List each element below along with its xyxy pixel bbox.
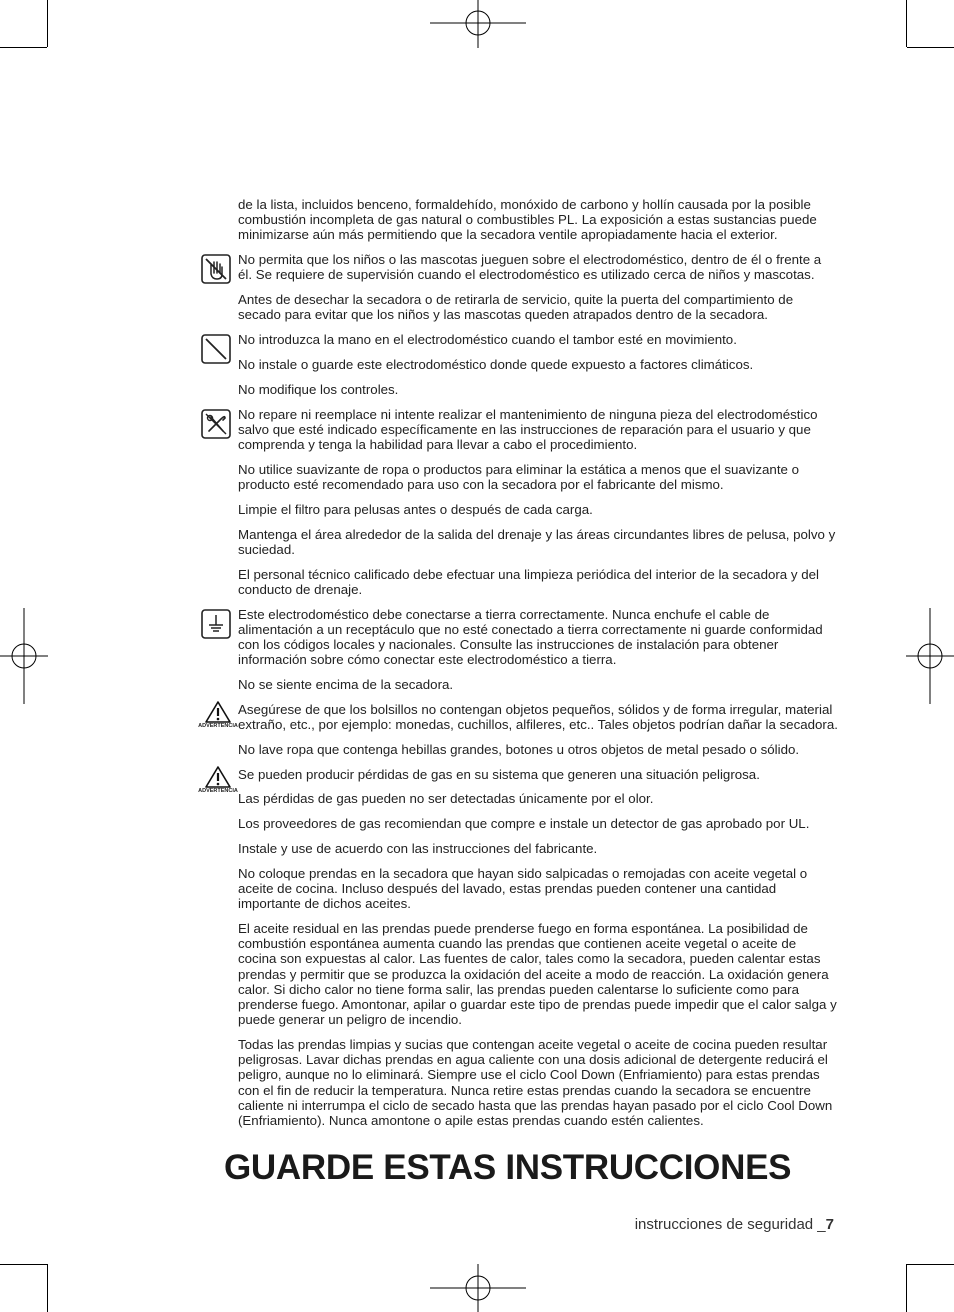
warning-label: ADVERTENCIA <box>198 722 238 729</box>
registration-mark-top <box>430 0 526 48</box>
paragraph-text: El personal técnico calificado debe efectuar una limpieza periódica del interior de la secadora y del conducto de drenaje. <box>238 566 819 597</box>
paragraph <box>238 677 838 692</box>
paragraph <box>238 332 838 347</box>
warning-icon <box>198 766 238 800</box>
paragraph <box>238 607 838 668</box>
paragraph <box>238 502 838 517</box>
paragraph <box>238 791 838 806</box>
no-disassembly-icon <box>201 409 231 439</box>
paragraph-text: Mantenga el área alrededor de la salida del drenaje y las áreas circundantes libres de pelusa, polvo y suciedad. <box>238 526 836 557</box>
paragraph <box>238 292 838 322</box>
paragraph-text: No coloque prendas en la secadora que hayan sido salpicadas o remojadas con aceite vegetal o aceite de cocina. Incluso después del lavado, estas prendas pueden contener una cantidad importante de dichos aceites. <box>238 865 808 912</box>
paragraph-text: No modifique los controles. <box>238 381 399 397</box>
paragraph-text: Las pérdidas de gas pueden no ser detectadas únicamente por el olor. <box>238 791 654 807</box>
no-touch-hand-icon <box>201 254 231 284</box>
paragraph <box>198 701 838 732</box>
prohibited-icon <box>201 334 231 364</box>
paragraph <box>238 357 838 372</box>
paragraph-text: No permita que los niños o las mascotas jueguen sobre el electrodoméstico, dentro de él o frente a él. Se requiere de supervisión cuando el electrodoméstico es utilizado cerca de niños y mascotas. <box>238 252 822 283</box>
registration-mark-right <box>906 608 954 704</box>
ground-icon <box>201 609 231 639</box>
page-footer <box>635 1216 834 1233</box>
paragraph <box>238 197 838 243</box>
paragraph-text: Limpie el filtro para pelusas antes o después de cada carga. <box>238 501 593 517</box>
paragraph <box>238 1037 838 1128</box>
paragraph-text: No repare ni reemplace ni intente realizar el mantenimiento de ninguna pieza del electrodoméstico salvo que esté indicado específicamente en las instrucciones de reparación para el usuario y que comprenda y tenga la habilidad para llevar a cabo el procedimiento. <box>238 406 818 452</box>
paragraph <box>238 921 838 1027</box>
paragraph <box>238 816 838 831</box>
paragraph-text: Se pueden producir pérdidas de gas en su sistema que generen una situación peligrosa. <box>238 766 760 782</box>
body-text <box>198 197 838 1138</box>
paragraph-text: Antes de desechar la secadora o de retirarla de servicio, quite la puerta del compartimiento de secado para evitar que los niños y las mascotas queden atrapados dentro de la secadora. <box>238 292 794 323</box>
crop-mark <box>47 0 48 47</box>
paragraph-text: No lave ropa que contenga hebillas grandes, botones u otros objetos de metal pesado o sólido. <box>238 741 800 757</box>
crop-mark <box>906 1264 907 1312</box>
registration-mark-left <box>0 608 48 704</box>
paragraph <box>238 567 838 597</box>
crop-mark <box>906 0 907 47</box>
paragraph <box>238 407 838 453</box>
paragraph <box>238 742 838 757</box>
paragraph-text: El aceite residual en las prendas puede prenderse fuego en forma espontánea. La posibilidad de combustión espontánea aumenta cuando las prendas que contienen aceite vegetal o aceite de cocina son expuestas al calor. Las fuentes de calor, tales como la secadora, pueden calentar estas prendas y permitir que se produzca la oxidación del aceite a modo de reacción. La oxidación genera calor. Si dicho calor no tiene forma salir, las prendas pueden calentarse lo suficiente como para prenderse fuego. Amontonar, apilar o guardar este tipo de prendas puede impedir que el calor salga y puede generar un peligro de incendio. <box>238 920 837 1028</box>
warning-label: ADVERTENCIA <box>198 787 238 794</box>
page-heading: GUARDE ESTAS INSTRUCCIONES <box>224 1148 792 1187</box>
paragraph-text: Todas las prendas limpias y sucias que contengan aceite vegetal o aceite de cocina pueden resultar peligrosas. Lavar dichas prendas en agua caliente con una dosis adicional de detergente reducirá el peligro, aunque no lo eliminará. Siempre use el ciclo Cool Down (Enfriamiento) para estas prendas con el fin de reducir la temperatura. Nunca retire estas prendas cuando la secadora se encuentre caliente ni interrumpa el ciclo de secado hasta que las prendas hayan pasado por el ciclo Cool Down (Enfriamiento). Nunca amontone o apile estas prendas cuando estén calientes. <box>238 1037 833 1129</box>
page-number: 7 <box>825 1216 834 1233</box>
paragraph <box>198 766 838 794</box>
paragraph <box>238 462 838 492</box>
crop-mark <box>0 47 47 48</box>
paragraph-text: No instale o guarde este electrodoméstico donde quede expuesto a factores climáticos. <box>238 357 754 372</box>
paragraph-text: Asegúrese de que los bolsillos no contengan objetos pequeños, sólidos y de forma irregular, material extraño, etc., por ejemplo: monedas, cuchillos, alfileres, etc.. Tales objetos podrían dañar la secadora. <box>238 701 838 732</box>
paragraph <box>238 841 838 856</box>
footer-section-title: instrucciones de seguridad _ <box>634 1216 826 1233</box>
paragraph <box>238 527 838 557</box>
paragraph-text: Instale y use de acuerdo con las instrucciones del fabricante. <box>238 840 598 856</box>
paragraph-text: Este electrodoméstico debe conectarse a tierra correctamente. Nunca enchufe el cable de alimentación a un receptáculo que no esté conectado a tierra correctamente ni guarde conformidad con los códigos locales y nacionales. Consulte las instrucciones de instalación para obtener información sobre cómo conectar este electrodoméstico a tierra. <box>238 606 823 668</box>
paragraph-text: Los proveedores de gas recomiendan que compre e instale un detector de gas aprobado por UL. <box>238 816 810 832</box>
paragraph-text: No se siente encima de la secadora. <box>238 677 454 692</box>
paragraph-text: No utilice suavizante de ropa o productos para eliminar la estática a menos que el suavizante o producto esté recomendado para uso con la secadora por el fabricante del mismo. <box>238 461 800 492</box>
registration-mark-bottom <box>430 1264 526 1312</box>
paragraph <box>238 252 838 282</box>
crop-mark <box>907 1264 954 1265</box>
crop-mark <box>47 1264 48 1312</box>
crop-mark <box>907 47 954 48</box>
crop-mark <box>0 1264 47 1265</box>
warning-icon <box>198 701 238 735</box>
paragraph <box>238 382 838 397</box>
paragraph <box>238 866 838 912</box>
paragraph-text: de la lista, incluidos benceno, formaldehído, monóxido de carbono y hollín causada por la posible combustión incompleta de gas natural o combustibles PL. La exposición a estas sustancias puede minimizarse aún más permitiendo que la secadora ventile apropiadamente hacia el exterior. <box>238 197 817 243</box>
paragraph-text: No introduzca la mano en el electrodoméstico cuando el tambor esté en movimiento. <box>238 332 737 348</box>
